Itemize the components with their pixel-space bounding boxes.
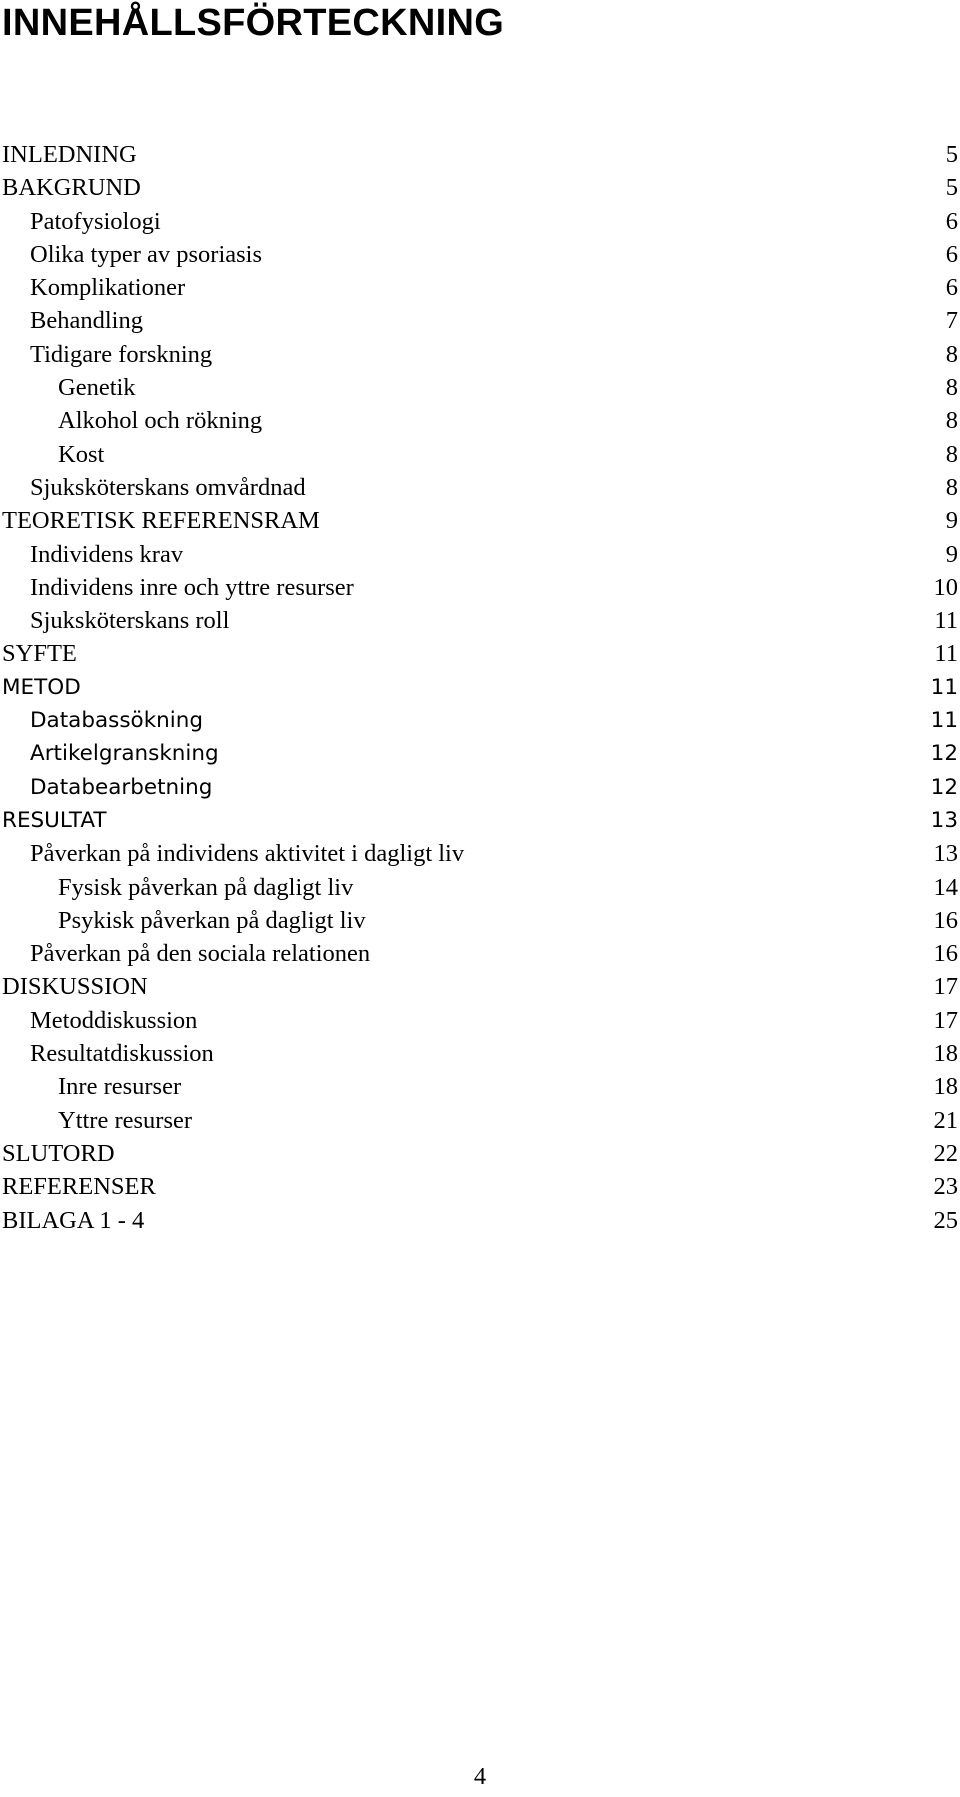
- toc-entry: [0, 671, 960, 704]
- toc-entry-page: 9: [945, 540, 958, 568]
- toc-entry-page: 16: [933, 940, 958, 968]
- toc-entry-label: Påverkan på individens aktivitet i dagligt liv: [30, 840, 465, 868]
- toc-entry-page: 8: [945, 473, 958, 501]
- toc-entry-page: 12: [930, 741, 958, 767]
- toc-entry-label: Genetik: [58, 374, 136, 402]
- toc-entry: [0, 704, 960, 737]
- toc-entry-page: 12: [930, 774, 958, 800]
- toc-entry-label: INLEDNING: [2, 141, 137, 168]
- toc-entry-page: 14: [933, 873, 958, 901]
- toc-entry: [0, 404, 960, 437]
- toc-entry-page: 21: [933, 1106, 958, 1134]
- toc-entry: [0, 804, 960, 837]
- toc-entry: [0, 1070, 960, 1103]
- toc-entry: [0, 571, 960, 604]
- toc-entry-page: 10: [933, 573, 958, 601]
- toc-entry: [0, 737, 960, 770]
- toc-entry-page: 6: [945, 274, 958, 302]
- toc-entry-page: 17: [933, 1006, 958, 1034]
- toc-entry-page: 17: [933, 973, 958, 1001]
- toc-entry: [0, 471, 960, 504]
- toc-entry-page: 25: [933, 1206, 958, 1234]
- toc-entry-label: Patofysiologi: [30, 207, 161, 235]
- toc-entry-page: 9: [945, 507, 958, 535]
- toc-entry-label: BAKGRUND: [2, 174, 141, 202]
- toc-entry-label: Artikelgranskning: [30, 741, 219, 767]
- toc-entry-page: 6: [945, 207, 958, 235]
- toc-entry-label: BILAGA 1 - 4: [2, 1206, 145, 1234]
- toc-entry-label: Psykisk påverkan på dagligt liv: [58, 906, 366, 934]
- toc-entry-label: Påverkan på den sociala relationen: [30, 940, 371, 968]
- toc-entry-label: Resultatdiskussion: [30, 1040, 214, 1068]
- toc-entry-label: Metoddiskussion: [30, 1006, 198, 1034]
- toc-entry-page: 18: [933, 1073, 958, 1101]
- toc-entry: [0, 837, 960, 870]
- toc-entry-label: Olika typer av psoriasis: [30, 240, 263, 268]
- toc-entry: [0, 904, 960, 937]
- toc-entry-page: 13: [933, 840, 958, 868]
- toc-entry-page: 18: [933, 1040, 958, 1068]
- toc-entry: [0, 1204, 960, 1237]
- toc-entry-label: RESULTAT: [2, 807, 107, 833]
- toc-entry: [0, 138, 960, 171]
- toc-entry-label: Databearbetning: [30, 774, 213, 800]
- toc-entry-label: METOD: [2, 674, 81, 700]
- toc-entry-label: Individens krav: [30, 540, 184, 568]
- toc-entry: [0, 438, 960, 471]
- page-title: INNEHÅLLSFÖRTECKNING: [2, 2, 505, 44]
- toc-entry: [0, 1004, 960, 1037]
- toc-entry-page: 13: [930, 807, 958, 833]
- toc-entry-page: 11: [934, 640, 958, 668]
- toc-entry: [0, 371, 960, 404]
- toc-entry-page: 8: [945, 440, 958, 468]
- toc-entry-label: Alkohol och rökning: [58, 407, 263, 435]
- toc-entry-label: Sjuksköterskans omvårdnad: [30, 473, 306, 501]
- toc-entry-label: TEORETISK REFERENSRAM: [2, 507, 320, 535]
- toc-entry: [0, 604, 960, 637]
- toc-entry-label: Yttre resurser: [58, 1106, 193, 1134]
- toc-entry: [0, 970, 960, 1003]
- toc-entry: [0, 538, 960, 571]
- toc-entry: [0, 271, 960, 304]
- toc-entry: [0, 1037, 960, 1070]
- toc-entry-page: 23: [933, 1173, 958, 1201]
- page-number: 4: [473, 1763, 487, 1790]
- toc-entry-label: SLUTORD: [2, 1139, 115, 1167]
- toc-entry: [0, 637, 960, 670]
- toc-entry: [0, 304, 960, 337]
- toc-entry: [0, 1170, 960, 1203]
- toc-entry: [0, 771, 960, 804]
- toc-entry: [0, 338, 960, 371]
- toc-entry: [0, 238, 960, 271]
- toc-entry-label: DISKUSSION: [2, 973, 148, 1001]
- toc-entry-page: 22: [933, 1139, 958, 1167]
- toc-entry-label: Sjuksköterskans roll: [30, 607, 230, 635]
- toc-entry-label: REFERENSER: [2, 1173, 156, 1201]
- toc-entry-label: Kost: [58, 440, 105, 468]
- toc-entry-label: Fysisk påverkan på dagligt liv: [58, 873, 354, 901]
- toc-entry-page: 11: [934, 607, 958, 635]
- toc-entry-page: 6: [945, 240, 958, 268]
- toc-entry: [0, 871, 960, 904]
- toc-entry-label: Inre resurser: [58, 1073, 182, 1101]
- toc-entry-page: 5: [945, 141, 958, 168]
- toc-entry-label: Behandling: [30, 307, 143, 335]
- toc-entry-page: 11: [930, 674, 958, 700]
- toc-entry-label: Tidigare forskning: [30, 340, 213, 368]
- toc-entry-page: 16: [933, 906, 958, 934]
- toc-entry-page: 7: [945, 307, 958, 335]
- toc-entry-page: 8: [945, 407, 958, 435]
- toc-entry-label: Komplikationer: [30, 274, 186, 302]
- toc-entry-page: 8: [945, 340, 958, 368]
- toc-entry: [0, 1104, 960, 1137]
- toc-entry-page: 8: [945, 374, 958, 402]
- toc-entry-page: 5: [945, 174, 958, 202]
- toc-entry: [0, 171, 960, 204]
- toc-entry-label: SYFTE: [2, 640, 77, 668]
- table-of-contents: [0, 138, 960, 1237]
- toc-entry: [0, 937, 960, 970]
- toc-entry-label: Databassökning: [30, 708, 204, 734]
- toc-entry-page: 11: [930, 708, 958, 734]
- toc-entry: [0, 205, 960, 238]
- toc-entry: [0, 504, 960, 537]
- toc-entry-label: Individens inre och yttre resurser: [30, 573, 354, 601]
- toc-entry: [0, 1137, 960, 1170]
